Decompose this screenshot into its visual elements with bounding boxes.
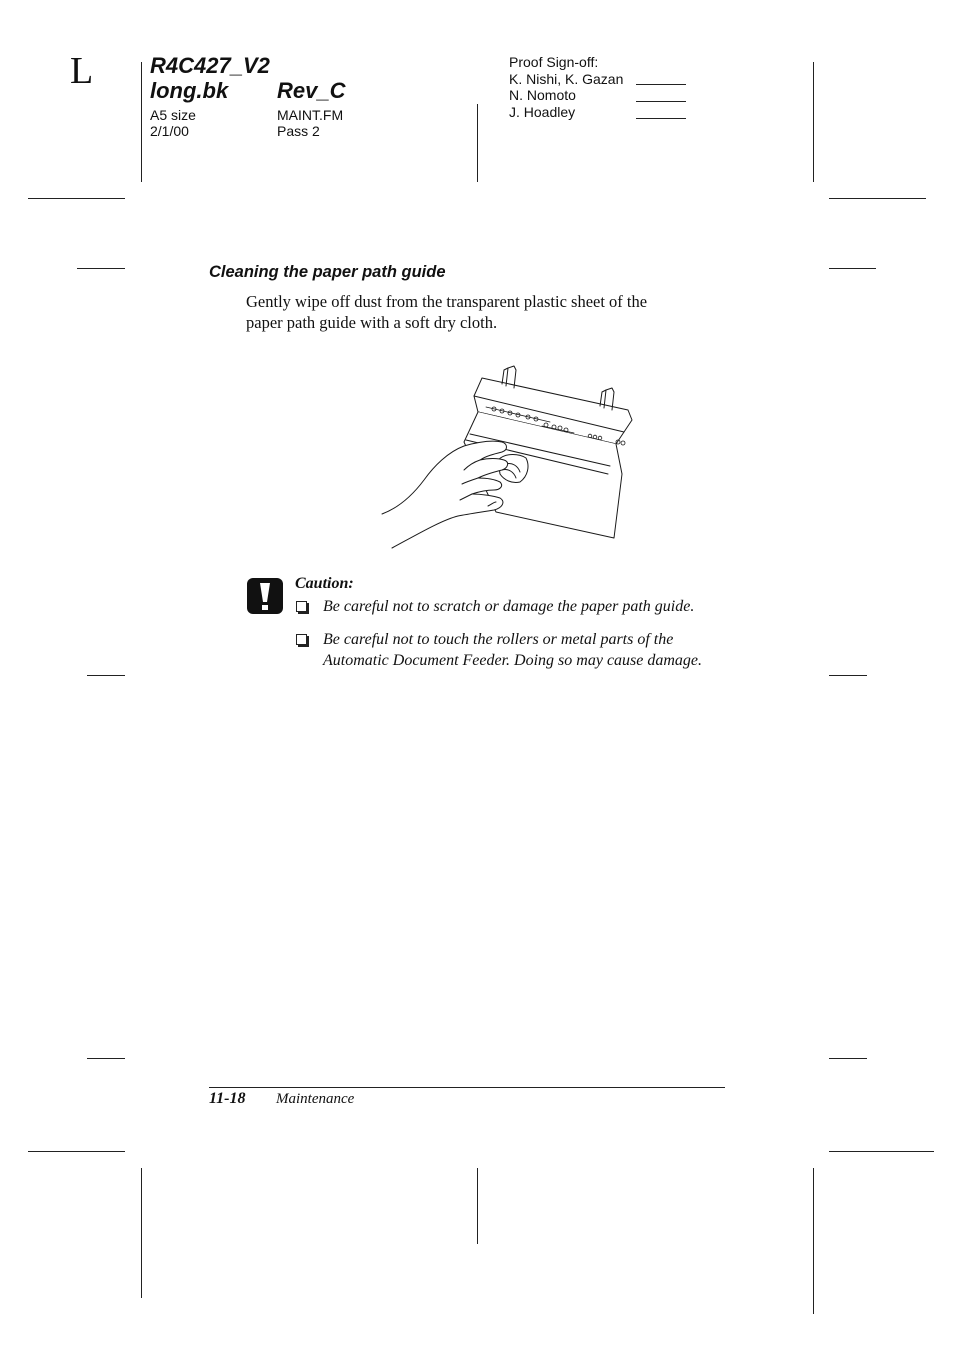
caution-item: Be careful not to scratch or damage the paper path guide.: [323, 598, 695, 615]
doc-id: R4C427_V2: [150, 53, 270, 78]
bullet-icon: [296, 601, 307, 612]
signoff-name: N. Nomoto: [509, 87, 576, 103]
section-title: Cleaning the paper path guide: [209, 263, 446, 281]
crop-mark: [28, 198, 125, 199]
book-name: long.bk: [150, 78, 229, 103]
signoff-name: K. Nishi, K. Gazan: [509, 71, 624, 87]
cleaning-illustration: [378, 362, 640, 554]
caution-item-continued: Automatic Document Feeder. Doing so may cause damage.: [323, 652, 703, 669]
bullet-icon: [296, 634, 307, 645]
print-date: 2/1/00: [150, 123, 189, 139]
crop-mark: [87, 1058, 125, 1059]
signoff-line: [636, 84, 686, 85]
signoff-title: Proof Sign-off:: [509, 54, 599, 70]
crop-mark: [829, 675, 867, 676]
page-number: 11-18: [209, 1090, 246, 1107]
chapter-name: Maintenance: [276, 1091, 355, 1107]
crop-mark: [829, 268, 876, 269]
caution-icon: [246, 577, 284, 615]
crop-mark: [141, 1168, 142, 1298]
revision: Rev_C: [277, 78, 346, 103]
crop-mark: [829, 1058, 867, 1059]
page-size: A5 size: [150, 107, 196, 123]
page-letter: L: [70, 50, 94, 92]
crop-mark: [477, 1168, 478, 1244]
crop-mark: [141, 62, 142, 182]
caution-item: Be careful not to touch the rollers or metal parts of the: [323, 631, 674, 648]
signoff-line: [636, 118, 686, 119]
crop-mark: [28, 1151, 125, 1152]
signoff-name: J. Hoadley: [509, 104, 576, 120]
crop-mark: [813, 62, 814, 182]
caution-title: Caution:: [295, 575, 354, 592]
crop-mark: [813, 1168, 814, 1314]
paragraph-line: paper path guide with a soft dry cloth.: [246, 313, 498, 332]
footer-rule: [209, 1087, 725, 1088]
crop-mark: [87, 675, 125, 676]
body-paragraph: [246, 291, 726, 333]
signoff-line: [636, 101, 686, 102]
file-name: MAINT.FM: [277, 107, 344, 123]
paragraph-line: Gently wipe off dust from the transparent plastic sheet of the: [246, 292, 648, 311]
crop-mark: [829, 198, 926, 199]
pass-number: Pass 2: [277, 123, 320, 139]
crop-mark: [77, 268, 125, 269]
crop-mark: [829, 1151, 934, 1152]
crop-mark: [477, 104, 478, 182]
